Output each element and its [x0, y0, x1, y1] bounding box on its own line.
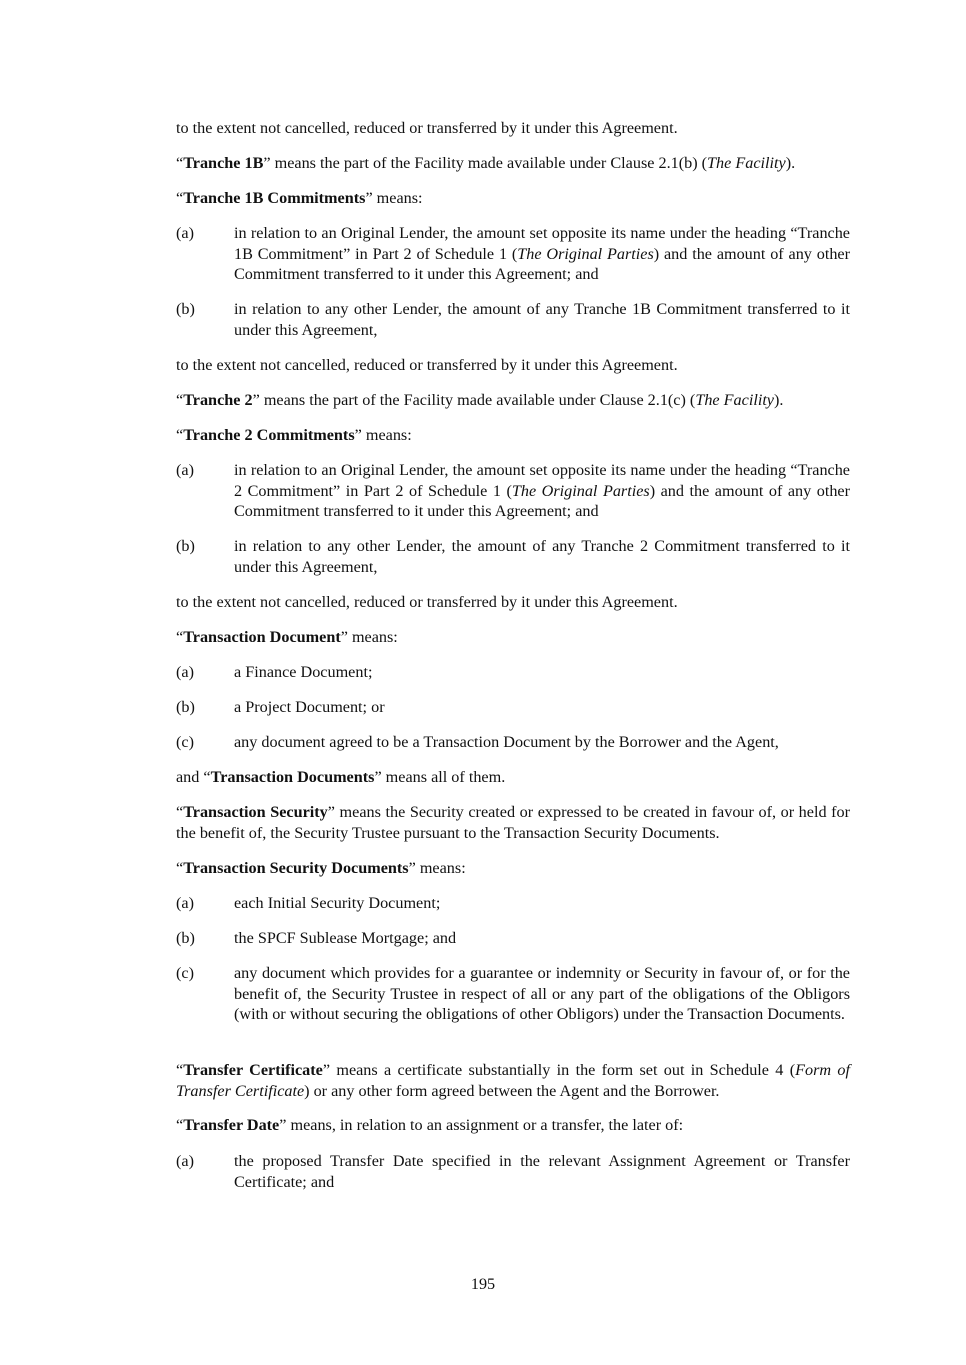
list-label: (a)	[176, 894, 194, 912]
defined-term: Transfer Date	[183, 1116, 280, 1134]
defined-term: Tranche 2	[183, 391, 253, 409]
list-text: each Initial Security Document;	[234, 894, 441, 912]
definition-transaction-documents: and “Transaction Documents” means all of them.	[176, 768, 506, 786]
definition-tranche-1b-commitments: “Tranche 1B Commitments” means:	[176, 189, 423, 207]
list-text: any document agreed to be a Transaction Document by the Borrower and the Agent,	[234, 733, 779, 751]
definition-tranche-1b: “Tranche 1B” means the part of the Facility made available under Clause 2.1(b) (The Facility).	[176, 154, 796, 172]
clause-reference: The Facility	[707, 154, 786, 172]
paragraph	[176, 118, 850, 139]
paragraph-text: to the extent not cancelled, reduced or transferred by it under this Agreement.	[176, 119, 678, 137]
list-text: in relation to an Original Lender, the amount set opposite its name under the heading “Tranche 1B Commitment” in Part 2 of Schedule 1 (The Original Parties) and the amount of any other Commitment transferred to it under this Agreement; and	[234, 224, 850, 284]
definition-tranche-2-commitments: “Tranche 2 Commitments” means:	[176, 426, 412, 444]
list-label: (a)	[176, 461, 194, 479]
list-text: in relation to any other Lender, the amount of any Tranche 1B Commitment transferred to it under this Agreement,	[234, 300, 850, 339]
definition-transaction-document: “Transaction Document” means:	[176, 628, 398, 646]
definition-transaction-security-documents: “Transaction Security Documents” means:	[176, 859, 466, 877]
list-label: (b)	[176, 929, 195, 947]
defined-term: Transaction Security Documents	[183, 859, 409, 877]
list-label: (c)	[176, 733, 194, 751]
paragraph: to the extent not cancelled, reduced or transferred by it under this Agreement.	[176, 356, 678, 374]
defined-term: Tranche 1B	[183, 154, 264, 172]
list-text: in relation to an Original Lender, the amount set opposite its name under the heading “Tranche 2 Commitment” in Part 2 of Schedule 1 (The Original Parties) and the amount of any other Commitment transferred to it under this Agreement; and	[234, 461, 850, 521]
definition-tranche-2: “Tranche 2” means the part of the Facility made available under Clause 2.1(c) (The Facility).	[176, 391, 784, 409]
list-label: (b)	[176, 698, 195, 716]
definition-transfer-certificate: “Transfer Certificate” means a certificate substantially in the form set out in Schedule 4 (Form of Transfer Certificate) or any other form agreed between the Agent and the Borrower.	[176, 1061, 850, 1100]
list-text: a Project Document; or	[234, 698, 385, 716]
defined-term: Transaction Security	[183, 803, 328, 821]
list-text: in relation to any other Lender, the amount of any Tranche 2 Commitment transferred to it under this Agreement,	[234, 537, 850, 576]
list-label: (b)	[176, 537, 195, 555]
list-label: (a)	[176, 224, 194, 242]
list-text: the SPCF Sublease Mortgage; and	[234, 929, 457, 947]
definition-transaction-security: “Transaction Security” means the Security created or expressed to be created in favour of, or held for the benefit of, the Security Trustee pursuant to the Transaction Security Documents.	[176, 803, 851, 842]
list-text: any document which provides for a guarantee or indemnity or Security in favour of, or for the benefit of, the Security Trustee in respect of all or any part of the obligations of the Obligors (with or without securing the obligations of other Obligors) under the Transaction Documents.	[234, 964, 850, 1024]
defined-term: Tranche 2 Commitments	[183, 426, 355, 444]
list-label: (b)	[176, 300, 195, 318]
page-number: 195	[470, 1275, 496, 1293]
defined-term: Transaction Documents	[210, 768, 375, 786]
paragraph: to the extent not cancelled, reduced or transferred by it under this Agreement.	[176, 593, 678, 611]
defined-term: Transfer Certificate	[183, 1061, 323, 1079]
defined-term: Tranche 1B Commitments	[183, 189, 366, 207]
defined-term: Transaction Document	[183, 628, 341, 646]
definition-transfer-date: “Transfer Date” means, in relation to an assignment or a transfer, the later of:	[176, 1116, 684, 1134]
list-label: (a)	[176, 1152, 194, 1170]
list-text: the proposed Transfer Date specified in the relevant Assignment Agreement or Transfer Certificate; and	[234, 1152, 850, 1191]
list-label: (a)	[176, 663, 194, 681]
list-text: a Finance Document;	[234, 663, 373, 681]
list-label: (c)	[176, 964, 194, 982]
